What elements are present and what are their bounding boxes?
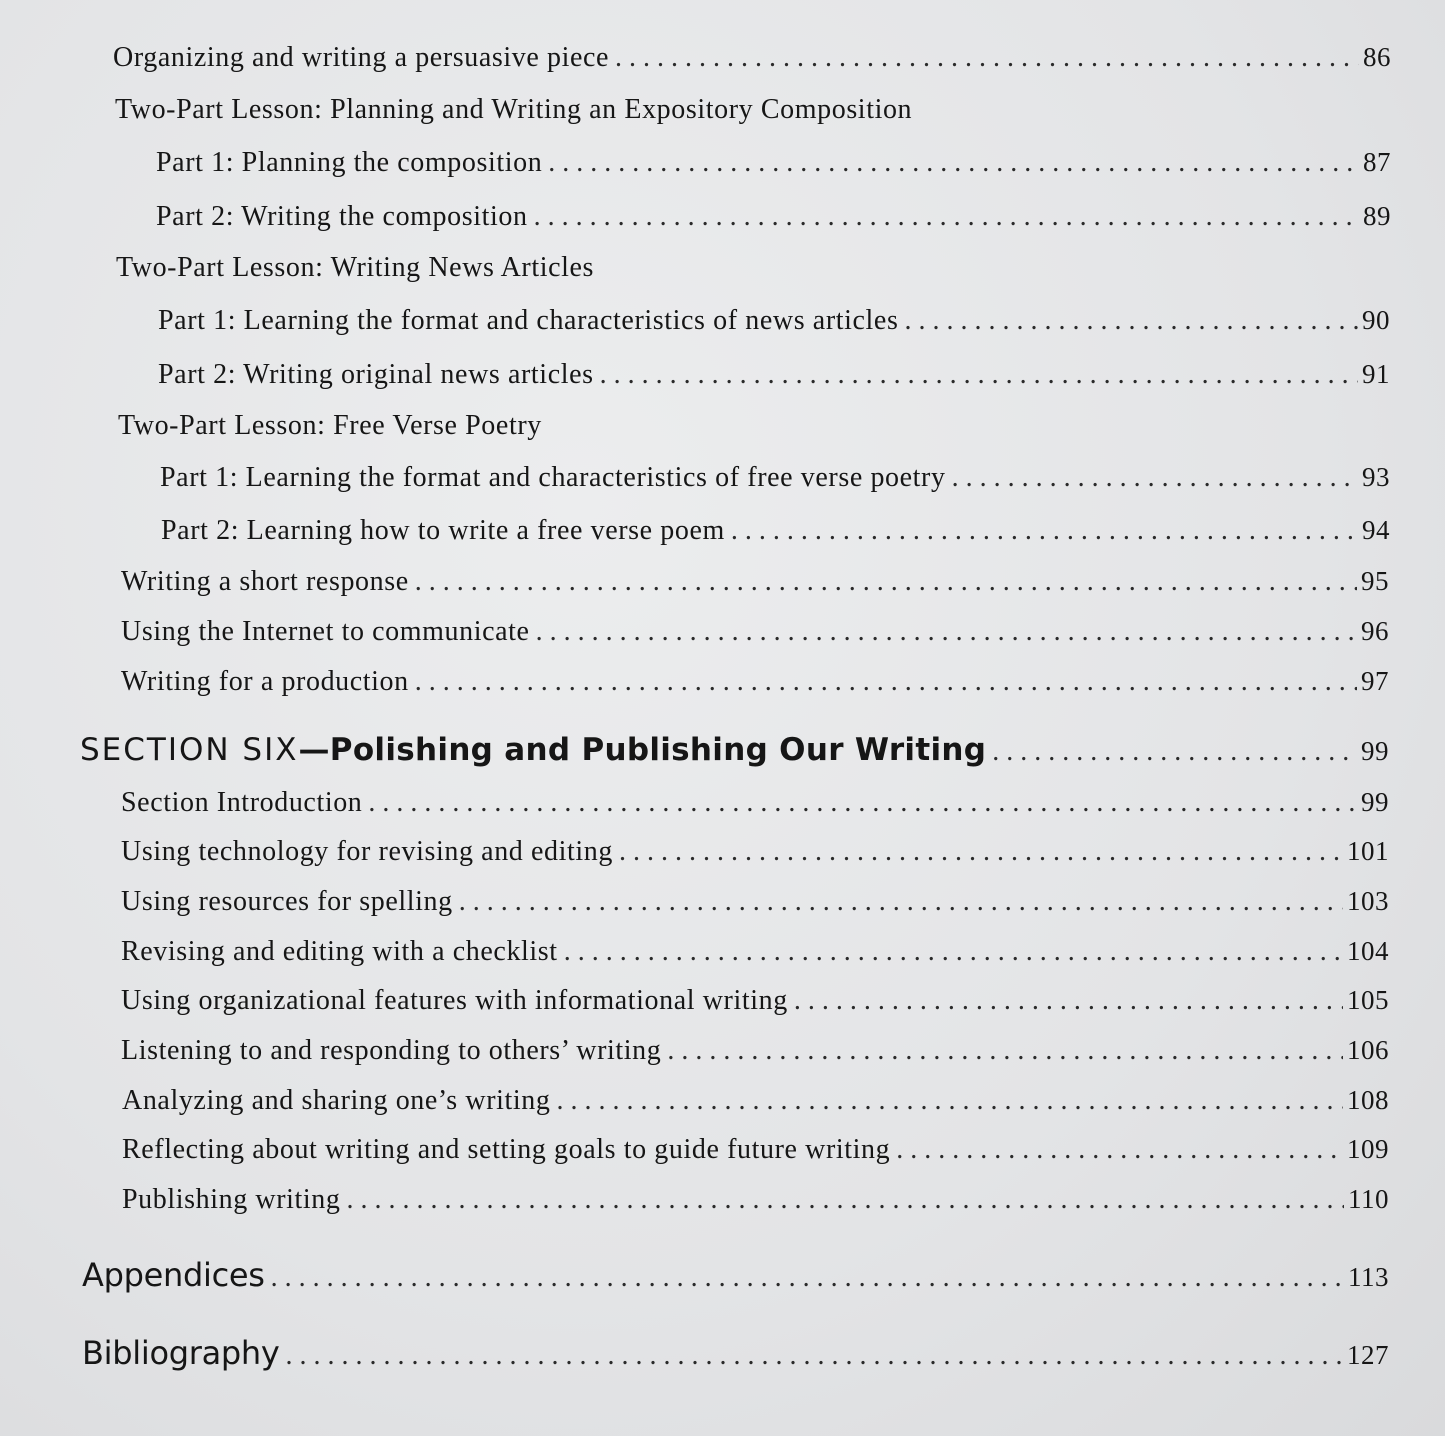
dot-leader	[368, 787, 1357, 819]
dot-leader	[600, 359, 1358, 391]
toc-page-number: 103	[1347, 886, 1389, 916]
toc-entry-title: Listening to and responding to others’ writing	[121, 1035, 662, 1066]
toc-entry	[121, 1035, 1389, 1067]
toc-entry-title: Part 1: Learning the format and characteristics of news articles	[158, 305, 899, 336]
dot-leader	[619, 836, 1343, 868]
toc-page-number: 94	[1362, 515, 1390, 545]
dot-leader	[564, 936, 1343, 968]
dot-leader	[415, 666, 1357, 698]
toc-entry-title: Part 2: Writing the composition	[156, 201, 528, 232]
toc-entry	[121, 936, 1389, 968]
toc-entry	[121, 616, 1389, 648]
toc-entry	[122, 1085, 1389, 1117]
bibliography-heading	[82, 1334, 1389, 1372]
toc-entry-title: Two-Part Lesson: Free Verse Poetry	[118, 410, 542, 441]
toc-entry-title: Appendices	[82, 1256, 265, 1294]
toc-entry	[113, 42, 1391, 74]
toc-entry	[122, 1134, 1389, 1166]
toc-entry	[122, 1184, 1389, 1216]
appendices-heading	[82, 1256, 1389, 1294]
toc-entry-title: Part 1: Learning the format and characteristics of free verse poetry	[160, 462, 946, 493]
dot-leader	[459, 886, 1343, 918]
toc-page-number: 99	[1361, 736, 1389, 766]
toc-page-number: 96	[1361, 616, 1389, 646]
toc-entry-title: Analyzing and sharing one’s writing	[122, 1085, 551, 1116]
toc-page-number: 90	[1362, 305, 1390, 335]
toc-entry	[121, 566, 1389, 598]
toc-entry-title: Part 2: Learning how to write a free verse poem	[161, 515, 725, 546]
toc-entry	[156, 147, 1391, 179]
toc-entry-title: Revising and editing with a checklist	[121, 936, 558, 967]
toc-page-number: 104	[1347, 936, 1389, 966]
toc-entry-title: Writing a short response	[121, 566, 409, 597]
dot-leader	[548, 147, 1359, 179]
toc-entry	[158, 305, 1390, 337]
toc-entry-title: Two-Part Lesson: Planning and Writing an Expository Composition	[115, 94, 913, 125]
toc-entry-title: Organizing and writing a persuasive piece	[113, 42, 610, 73]
toc-subheading	[115, 94, 1393, 126]
dot-leader	[615, 42, 1359, 74]
toc-entry	[121, 985, 1389, 1017]
toc-page-number: 99	[1361, 787, 1389, 817]
dot-leader	[904, 305, 1358, 337]
dot-leader	[794, 985, 1343, 1017]
dot-leader	[556, 1085, 1343, 1117]
toc-entry-title: Using technology for revising and editing	[121, 836, 613, 867]
toc-page-number: 113	[1348, 1262, 1389, 1292]
toc-page-number: 127	[1347, 1340, 1389, 1370]
dot-leader	[534, 201, 1359, 233]
toc-page-number: 105	[1347, 985, 1389, 1015]
toc-page-number: 108	[1347, 1085, 1389, 1115]
dot-leader	[415, 566, 1357, 598]
dot-leader	[667, 1035, 1343, 1067]
section-title: —Polishing and Publishing Our Writing	[298, 732, 987, 768]
toc-entry	[121, 886, 1389, 918]
toc-page-number: 109	[1347, 1134, 1389, 1164]
toc-page-number: 93	[1362, 462, 1390, 492]
toc-entry-title: Section Introduction	[121, 787, 363, 818]
toc-entry	[158, 359, 1390, 391]
toc-page-number: 101	[1347, 836, 1389, 866]
toc-subheading	[116, 252, 1394, 284]
toc-entry-title: Part 2: Writing original news articles	[158, 359, 594, 390]
dot-leader	[952, 462, 1358, 494]
section-six-heading	[80, 732, 1389, 768]
toc-page-number: 106	[1347, 1035, 1389, 1065]
dot-leader	[992, 736, 1357, 768]
toc-subheading	[118, 410, 1396, 442]
toc-entry-title: Writing for a production	[121, 666, 409, 697]
toc-page-number: 97	[1361, 666, 1389, 696]
toc-entry	[121, 836, 1389, 868]
toc-page-number: 89	[1363, 201, 1391, 231]
toc-entry	[121, 787, 1389, 819]
toc-entry-title: Two-Part Lesson: Writing News Articles	[116, 252, 595, 283]
toc-entry	[121, 666, 1389, 698]
toc-entry-title: Using organizational features with informational writing	[121, 985, 788, 1016]
dot-leader	[731, 515, 1358, 547]
toc-entry	[156, 201, 1391, 233]
toc-page-number: 87	[1363, 147, 1391, 177]
toc-entry-title: Using resources for spelling	[121, 886, 453, 917]
toc-page-number: 110	[1348, 1184, 1389, 1214]
toc-entry-title: Bibliography	[82, 1334, 280, 1372]
toc-page-number: 91	[1362, 359, 1390, 389]
toc-entry	[160, 462, 1390, 494]
dot-leader	[271, 1262, 1344, 1294]
toc-entry-title: Part 1: Planning the composition	[156, 147, 543, 178]
dot-leader	[536, 616, 1357, 648]
toc-entry-title: Publishing writing	[122, 1184, 341, 1215]
dot-leader	[347, 1184, 1345, 1216]
section-label: SECTION SIX	[80, 732, 299, 768]
dot-leader	[286, 1340, 1343, 1372]
toc-entry-title: Reflecting about writing and setting goals to guide future writing	[122, 1134, 891, 1165]
toc-entry	[161, 515, 1390, 547]
toc-entry-title: Using the Internet to communicate	[121, 616, 530, 647]
dot-leader	[896, 1134, 1343, 1166]
toc-page-number: 86	[1363, 42, 1391, 72]
toc-page-number: 95	[1361, 566, 1389, 596]
